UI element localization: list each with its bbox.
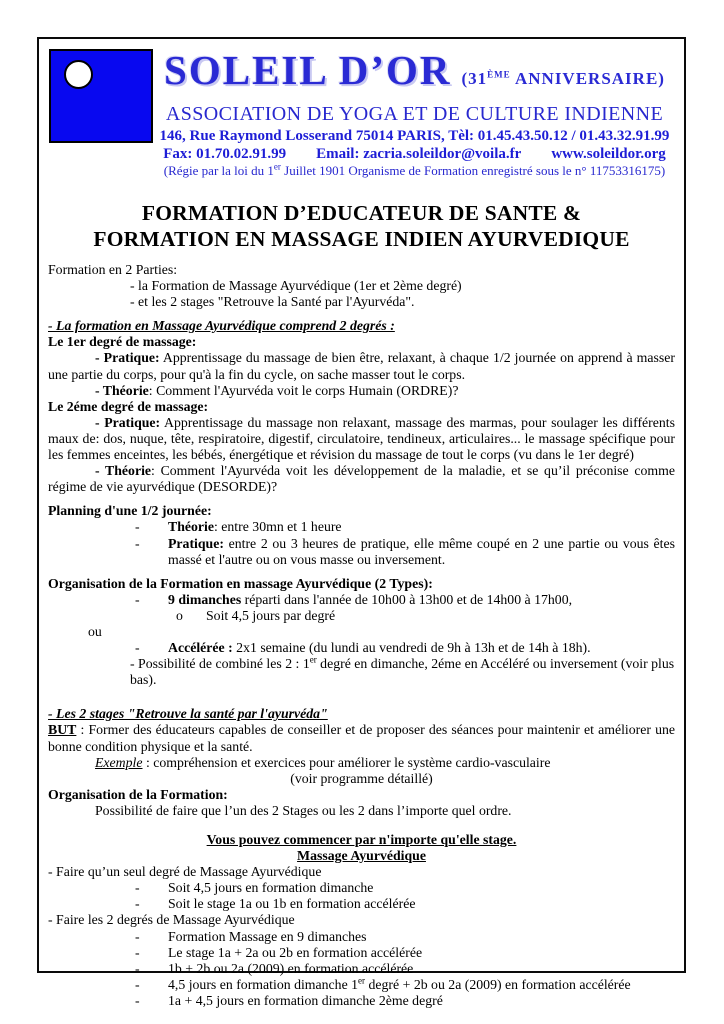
planning-theorie — [48, 519, 675, 535]
organisation-combine — [48, 656, 675, 688]
double-item-5-text: 1a + 4,5 jours en formation dimanche 2ème degré — [168, 992, 443, 1008]
massage-ayurvedique-line: Massage Ayurvédique — [297, 848, 426, 864]
exemple-label: Exemple — [95, 754, 143, 770]
double-item-4-post: degré + 2b ou 2a (2009) en formation accélérée — [365, 976, 631, 992]
combine-sup: er — [309, 654, 317, 665]
association-subtitle: ASSOCIATION DE YOGA ET DE CULTURE INDIENNE — [165, 103, 664, 125]
degree1-pratique-text: Apprentissage du massage de bien être, relaxant, à chaque 1/2 journée on apprend à masser une partie du corps, pour qu'à la fin du cycle, on sache masser tout le corps. — [48, 350, 675, 382]
anniversary-rest: ANNIVERSAIRE) — [510, 69, 665, 88]
contact-row — [154, 145, 675, 163]
stages-but — [48, 722, 675, 754]
dash-bullet: - — [135, 535, 140, 551]
intro-item-1: - la Formation de Massage Ayurvédique (1er et 2ème degré) — [130, 278, 462, 294]
logo-sun-circle-icon — [64, 60, 93, 89]
double-item-4-pre: 4,5 jours en formation dimanche 1 — [168, 976, 359, 992]
but-text: : Former des éducateurs capables de conseiller et de proposer des séances pour maintenir et améliorer une bonne condition physique et la santé. — [48, 722, 675, 754]
email-address: Email: zacria.soleildor@voila.fr — [316, 146, 522, 162]
stages-org-heading: Organisation de la Formation: — [48, 786, 228, 802]
intro-heading: Formation en 2 Parties: — [48, 262, 178, 277]
combine-pre: - Possibilité de combiné les 2 : 1 — [130, 656, 310, 672]
document-title — [48, 200, 675, 252]
degree1-theorie-text: : Comment l'Ayurvéda voit le corps Humain (ORDRE)? — [148, 382, 459, 398]
double-item-5 — [48, 993, 675, 1009]
website-url: www.soleildor.org — [551, 146, 666, 162]
acceleree-label: Accélérée : — [168, 640, 233, 656]
degree1-theorie — [48, 383, 675, 399]
dash-bullet: - — [135, 928, 140, 944]
document-body — [48, 262, 675, 1009]
document-title-line1: FORMATION D’EDUCATEUR DE SANTE & — [141, 201, 582, 225]
degree1-pratique — [48, 350, 675, 382]
single-degree-heading: - Faire qu’un seul degré de Massage Ayurvédique — [48, 864, 322, 880]
dash-bullet: - — [135, 992, 140, 1008]
double-item-2-text: Le stage 1a + 2a ou 2b en formation accélérée — [168, 944, 423, 960]
planning-pratique — [48, 536, 675, 568]
document-title-line2: FORMATION EN MASSAGE INDIEN AYURVEDIQUE — [93, 227, 630, 251]
degree2-theorie — [48, 463, 675, 495]
single-item-1 — [48, 880, 675, 896]
anniversary-ordinal-sup: ÈME — [487, 69, 511, 80]
dash-bullet: - — [135, 944, 140, 960]
intro-item-2: - et les 2 stages "Retrouve la Santé par l'Ayurvéda". — [130, 294, 415, 310]
planning-pratique-label: Pratique: — [168, 535, 224, 551]
sub-bullet-text: Soit 4,5 jours par degré — [206, 607, 336, 623]
anniversary-open: (31 — [461, 69, 488, 88]
address-phone-line: 146, Rue Raymond Losserand 75014 PARIS, Tèl: 01.45.43.50.12 / 01.43.32.91.99 — [159, 128, 670, 144]
association-logo — [49, 49, 153, 143]
degree2-heading: Le 2éme degré de massage: — [48, 398, 209, 414]
stages-section-heading: - Les 2 stages "Retrouve la santé par l'ayurvéda" — [48, 706, 328, 722]
letterhead — [48, 47, 675, 187]
anniversary-note — [461, 69, 664, 88]
degree2-pratique — [48, 415, 675, 463]
organisation-dimanches — [48, 592, 675, 608]
dash-bullet: - — [135, 640, 140, 656]
stages-exemple — [48, 755, 675, 771]
dash-bullet: - — [135, 896, 140, 912]
double-item-4 — [48, 977, 675, 993]
degree2-pratique-text: Apprentissage du massage non relaxant, massage des marmas, pour soulager les différents maux de: dos, nuque, tête, respiratoire, digestif, circulatoire, tendineux, articulaires... le massage spécifique pour les femmes enceintes, les bébés, énergétique et révision du massage de tout le corps (vu dans le 1er degré) — [48, 414, 675, 463]
dash-bullet: - — [135, 960, 140, 976]
legal-registration-line — [154, 163, 675, 179]
planning-theorie-label: Théorie — [168, 519, 214, 535]
page-border-frame — [37, 37, 686, 1008]
acceleree-text: 2x1 semaine (du lundi au vendredi de 9h à 13h et de 14h à 18h). — [232, 640, 591, 656]
dash-bullet: - — [135, 976, 140, 992]
exemple-text: : compréhension et exercices pour améliorer le système cardio-vasculaire — [142, 754, 551, 770]
degree1-heading: Le 1er degré de massage: — [48, 334, 197, 350]
letterhead-text — [154, 47, 675, 179]
brand-line — [154, 47, 675, 103]
start-anywhere-line: Vous pouvez commencer par n'importe qu'elle stage. — [206, 832, 517, 847]
organisation-sub-bullet — [48, 608, 675, 624]
organisation-acceleree — [48, 640, 675, 656]
single-item-2-text: Soit le stage 1a ou 1b en formation accélérée — [168, 896, 416, 912]
association-brand-name: SOLEIL D’OR — [164, 47, 452, 93]
legal-sup: er — [273, 161, 281, 172]
planning-pratique-text: entre 2 ou 3 heures de pratique, elle même coupé en 2 une partie ou vous êtes massé et l'autre ou on vous masse ou inversement. — [168, 535, 675, 567]
dash-bullet: - — [135, 519, 140, 535]
fax-number: Fax: 01.70.02.91.99 — [163, 146, 287, 162]
single-item-1-text: Soit 4,5 jours en formation dimanche — [168, 880, 374, 896]
circle-bullet: o — [176, 607, 183, 623]
organisation-types-heading: Organisation de la Formation en massage Ayurvédique (2 Types): — [48, 575, 433, 591]
dimanches-text: réparti dans l'année de 10h00 à 13h00 et de 14h00 à 17h00, — [241, 591, 573, 607]
organisation-ou: ou — [88, 623, 102, 639]
degree2-pratique-label: - Pratique: — [95, 414, 161, 430]
double-item-1-text: Formation Massage en 9 dimanches — [168, 928, 367, 944]
legal-pre: (Régie par la loi du 1 — [163, 163, 274, 178]
stages-org-text: Possibilité de faire que l’un des 2 Stages ou les 2 dans l’importe quel ordre. — [95, 802, 512, 818]
degree2-theorie-label: - Théorie — [95, 463, 152, 479]
dash-bullet: - — [135, 880, 140, 896]
double-item-2 — [48, 945, 675, 961]
dimanches-label: 9 dimanches — [168, 591, 242, 607]
degree1-pratique-label: - Pratique: — [95, 350, 160, 366]
legal-post: Juillet 1901 Organisme de Formation enregistré sous le n° 11753316175) — [280, 163, 666, 178]
single-item-2 — [48, 896, 675, 912]
double-item-1 — [48, 929, 675, 945]
degree1-theorie-label: - Théorie — [95, 382, 149, 398]
combine-post: degré en dimanche, 2éme en Accéléré ou inversement (voir plus bas). — [130, 656, 675, 688]
dash-bullet: - — [135, 591, 140, 607]
degree2-theorie-text: : Comment l'Ayurvéda voit les développement de la maladie, et se qu’il préconise comme régime de vie ayurvédique (DESORDE)? — [48, 463, 675, 495]
double-item-4-sup: er — [358, 975, 366, 986]
double-degree-heading: - Faire les 2 degrés de Massage Ayurvédique — [48, 912, 295, 928]
stages-voir-programme: (voir programme détaillé) — [290, 770, 433, 786]
planning-heading: Planning d'une 1/2 journée: — [48, 503, 212, 519]
double-item-3-text: 1b + 2b ou 2a (2009) en formation accélérée — [168, 960, 414, 976]
planning-theorie-text: : entre 30mn et 1 heure — [213, 519, 342, 535]
but-label: BUT — [48, 722, 77, 738]
formation-section-heading: - La formation en Massage Ayurvédique comprend 2 degrés : — [48, 318, 395, 334]
